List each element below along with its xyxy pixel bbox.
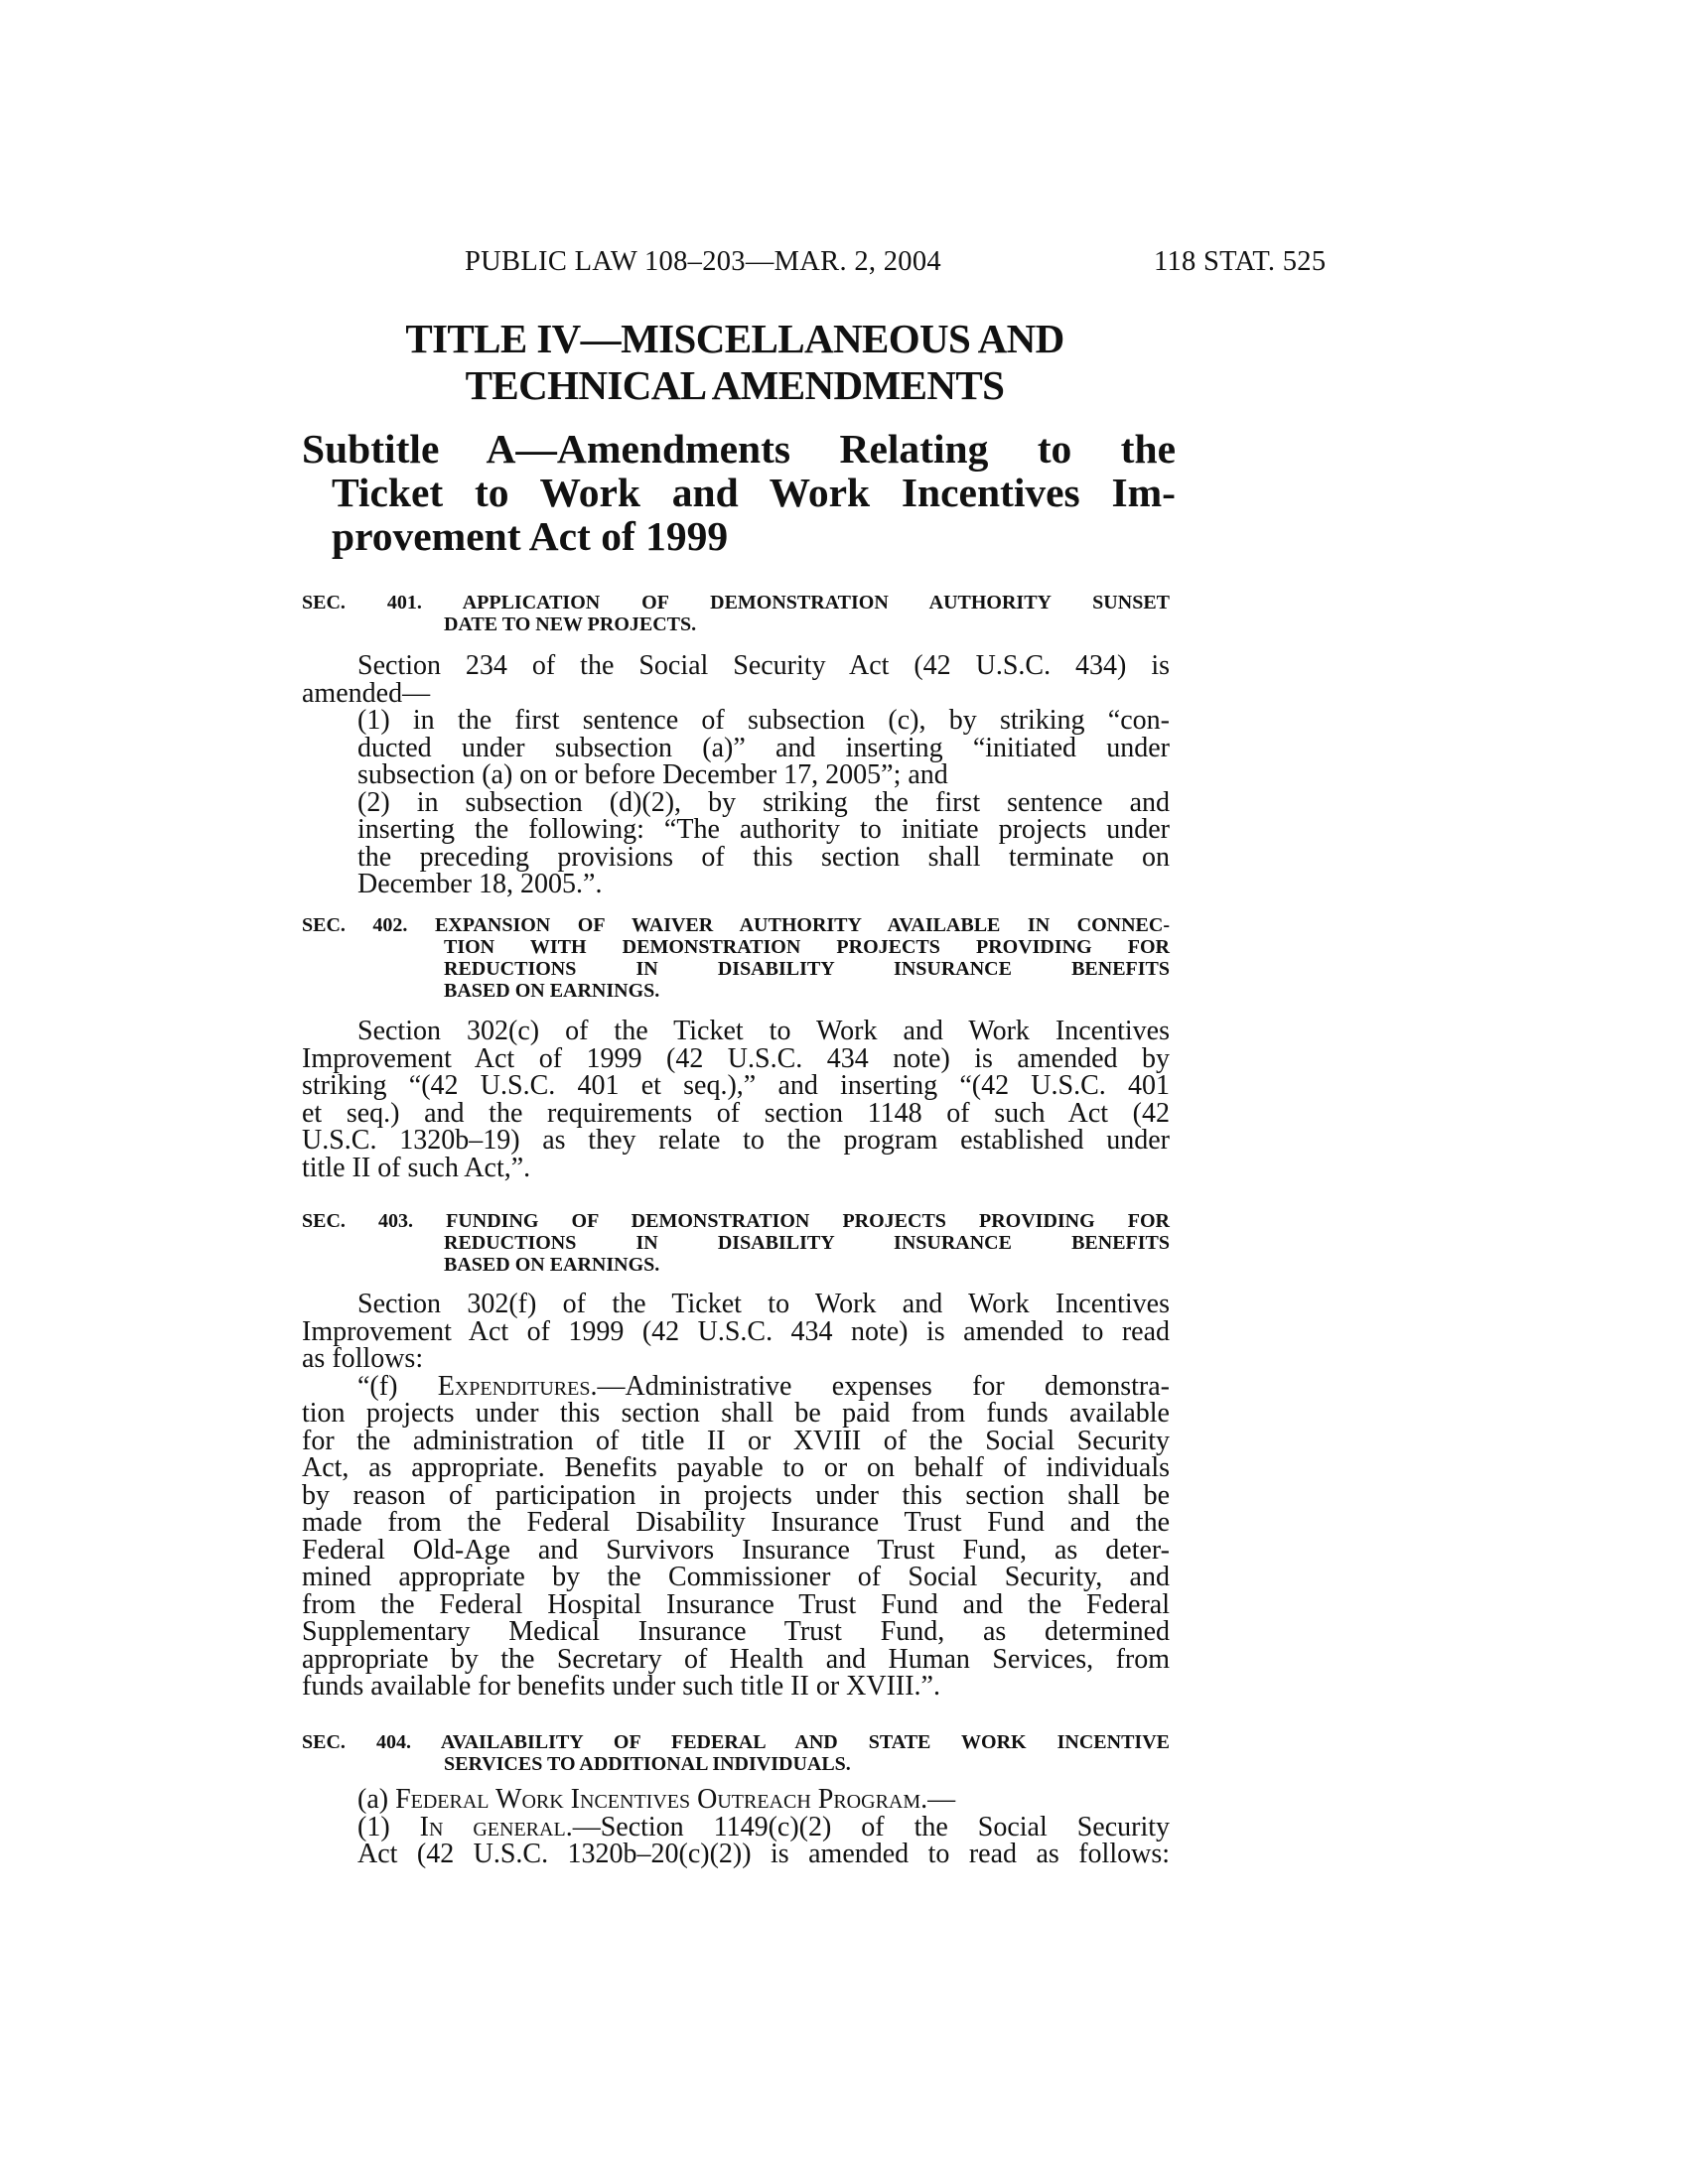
- text-line: Act, as appropriate. Benefits payable to or on behalf of individuals: [302, 1452, 1170, 1483]
- section-heading-line: SEC. 402. EXPANSION OF WAIVER AUTHORITY AVAILABLE IN CONNEC-: [302, 914, 1170, 936]
- subtitle-line: Subtitle A—Amendments Relating to the: [302, 426, 1176, 472]
- text-line: from the Federal Hospital Insurance Trust Fund and the Federal: [302, 1588, 1170, 1620]
- text-line: inserting the following: “The authority to initiate projects under: [357, 814, 1170, 845]
- section-heading-line: SEC. 404. AVAILABILITY OF FEDERAL AND STATE WORK INCENTIVE: [302, 1731, 1170, 1753]
- text-line: (1) in the first sentence of subsection (c), by striking “con-: [357, 705, 1170, 736]
- section-401-heading: [302, 592, 1170, 635]
- subtitle-heading: [302, 427, 1176, 558]
- section-404-heading: [302, 1731, 1170, 1775]
- text-fragment: .—Section 1149(c)(2) of the Social Security: [565, 1811, 1171, 1843]
- section-heading-line: TION WITH DEMONSTRATION PROJECTS PROVIDING FOR: [444, 936, 1170, 958]
- paragraph-label: (1): [357, 1811, 420, 1843]
- text-line: amended—: [302, 677, 431, 709]
- text-line: Improvement Act of 1999 (42 U.S.C. 434 note) is amended to read: [302, 1315, 1170, 1347]
- page-citation: 118 STAT. 525: [1154, 246, 1327, 277]
- text-line: U.S.C. 1320b–19) as they relate to the program established under: [302, 1125, 1170, 1156]
- section-heading-line: SEC. 401. APPLICATION OF DEMONSTRATION AUTHORITY SUNSET: [302, 592, 1170, 614]
- text-line: [302, 1786, 1170, 1814]
- text-line: (2) in subsection (d)(2), by striking the first sentence and: [357, 786, 1170, 818]
- quote-open: “(f): [357, 1370, 438, 1402]
- text-line: made from the Federal Disability Insurance Trust Fund and the: [302, 1507, 1170, 1538]
- text-line: for the administration of title II or XVIII of the Social Security: [302, 1425, 1170, 1456]
- title-line: TITLE IV—MISCELLANEOUS AND: [405, 316, 1064, 361]
- text-line: Act (42 U.S.C. 1320b–20(c)(2)) is amended to read as follows:: [357, 1839, 1170, 1869]
- text-line: appropriate by the Secretary of Health and Human Services, from: [302, 1643, 1170, 1675]
- text-line: [302, 1811, 1171, 1843]
- text-line: title II of such Act,”.: [302, 1152, 531, 1183]
- text-line: December 18, 2005.”.: [357, 869, 603, 899]
- section-402-body: [302, 1018, 1170, 1181]
- subtitle-line: Ticket to Work and Work Incentives Im-: [332, 470, 1176, 515]
- section-heading-line: BASED ON EARNINGS.: [444, 1254, 660, 1276]
- section-401-body: [302, 652, 1170, 898]
- paragraph-caption: In general: [419, 1811, 566, 1843]
- section-heading-line: SERVICES TO ADDITIONAL INDIVIDUALS.: [444, 1753, 851, 1775]
- text-line: striking “(42 U.S.C. 401 et seq.),” and inserting “(42 U.S.C. 401: [302, 1070, 1170, 1101]
- text-line: [302, 1370, 1171, 1402]
- text-line: ducted under subsection (a)” and inserting “initiated under: [357, 732, 1170, 763]
- subsection-caption: Federal Work Incentives Outreach Program: [395, 1784, 921, 1815]
- section-403-body: [302, 1291, 1170, 1701]
- text-line: Federal Old-Age and Survivors Insurance Trust Fund, as deter-: [302, 1534, 1170, 1566]
- section-heading-line: BASED ON EARNINGS.: [444, 980, 660, 1002]
- text-line: Section 302(c) of the Ticket to Work and Work Incentives: [357, 1016, 1170, 1046]
- section-heading-line: REDUCTIONS IN DISABILITY INSURANCE BENEFITS: [444, 1232, 1170, 1254]
- section-403-heading: [302, 1210, 1170, 1276]
- section-heading-line: SEC. 403. FUNDING OF DEMONSTRATION PROJECTS PROVIDING FOR: [302, 1210, 1170, 1232]
- text-fragment: .—Administrative expenses for demonstra-: [590, 1370, 1171, 1402]
- text-line: tion projects under this section shall be paid from funds available: [302, 1398, 1170, 1429]
- text-line: Section 234 of the Social Security Act (42 U.S.C. 434) is: [357, 650, 1170, 681]
- text-fragment: .—: [920, 1784, 956, 1815]
- text-line: the preceding provisions of this section shall terminate on: [357, 841, 1170, 873]
- subtitle-line: provement Act of 1999: [332, 513, 729, 559]
- section-402-heading: [302, 914, 1170, 1002]
- text-line: as follows:: [302, 1343, 424, 1374]
- subsection-label: (a): [357, 1784, 396, 1815]
- paragraph-caption: Expenditures: [437, 1370, 591, 1402]
- section-heading-line: DATE TO NEW PROJECTS.: [444, 614, 697, 635]
- text-line: Supplementary Medical Insurance Trust Fund, as determined: [302, 1616, 1170, 1647]
- text-line: Section 302(f) of the Ticket to Work and Work Incentives: [357, 1289, 1170, 1319]
- text-line: et seq.) and the requirements of section 1148 of such Act (42: [302, 1097, 1170, 1129]
- text-line: funds available for benefits under such title II or XVIII.”.: [302, 1671, 940, 1702]
- text-line: Improvement Act of 1999 (42 U.S.C. 434 note) is amended by: [302, 1042, 1170, 1074]
- text-line: mined appropriate by the Commissioner of Social Security, and: [302, 1562, 1170, 1592]
- title-line: TECHNICAL AMENDMENTS: [465, 362, 1005, 408]
- section-heading-line: REDUCTIONS IN DISABILITY INSURANCE BENEFITS: [444, 958, 1170, 980]
- running-head: PUBLIC LAW 108–203—MAR. 2, 2004: [465, 246, 941, 277]
- text-line: subsection (a) on or before December 17, 2005”; and: [357, 759, 948, 790]
- text-line: by reason of participation in projects under this section shall be: [302, 1479, 1170, 1511]
- title-heading: [298, 316, 1172, 409]
- section-404-body: [302, 1786, 1170, 1868]
